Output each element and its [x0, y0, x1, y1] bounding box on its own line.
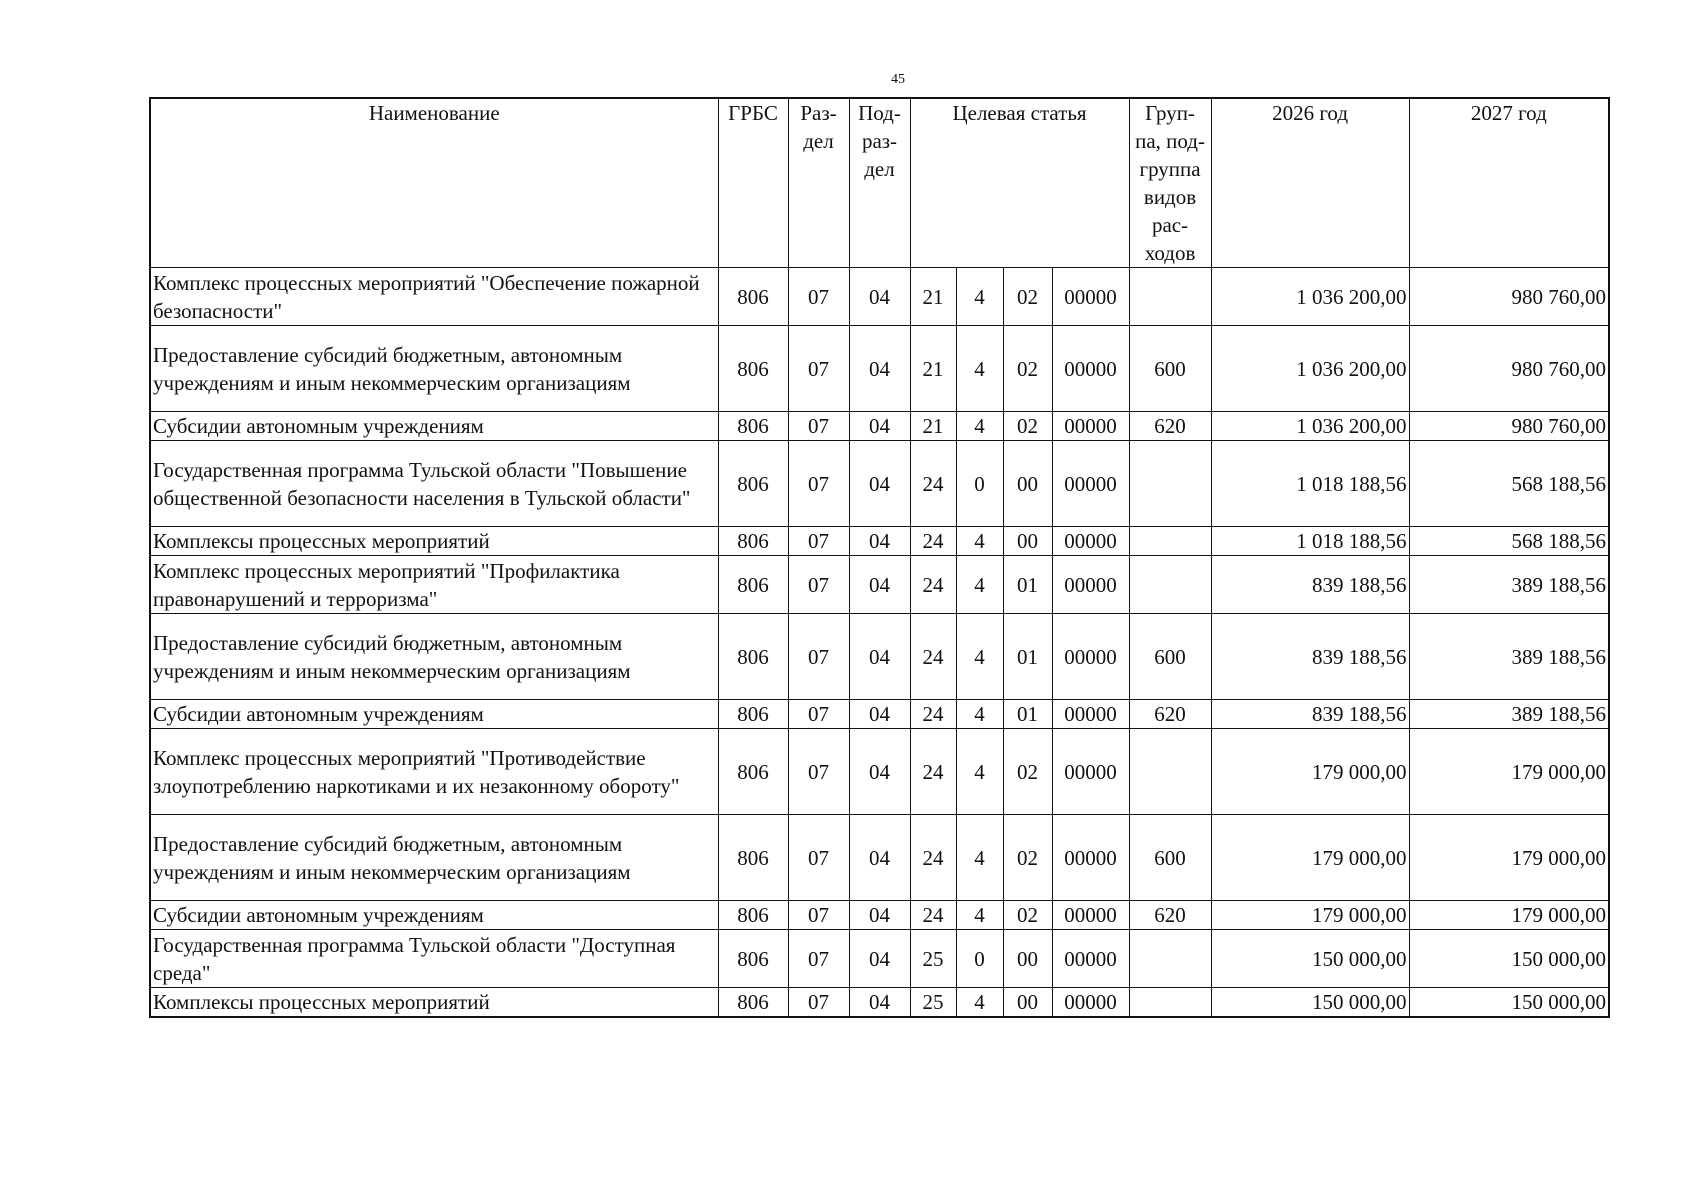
- cell-target-program: 24: [910, 901, 956, 930]
- cell-target-subprogram: 01: [1003, 556, 1052, 614]
- cell-target-direction: 00000: [1052, 268, 1129, 326]
- header-podrazdel: Под- раз- дел: [849, 98, 910, 268]
- cell-razdel: 07: [788, 700, 849, 729]
- cell-target-subprogram: 02: [1003, 326, 1052, 412]
- table-row: [150, 412, 1609, 441]
- table-row: [150, 729, 1609, 815]
- cell-year-2027: 150 000,00: [1409, 988, 1609, 1018]
- cell-name: Субсидии автономным учреждениям: [150, 901, 718, 930]
- cell-target-program: 21: [910, 412, 956, 441]
- cell-target-direction: 00000: [1052, 441, 1129, 527]
- cell-expense-group: 600: [1129, 815, 1211, 901]
- cell-razdel: 07: [788, 412, 849, 441]
- cell-target-program: 24: [910, 614, 956, 700]
- cell-target-subprogram: 00: [1003, 441, 1052, 527]
- cell-name: Комплексы процессных мероприятий: [150, 527, 718, 556]
- cell-razdel: 07: [788, 326, 849, 412]
- table-row: [150, 700, 1609, 729]
- cell-podrazdel: 04: [849, 326, 910, 412]
- cell-name: Предоставление субсидий бюджетным, автономным учреждениям и иным некоммерческим организациям: [150, 614, 718, 700]
- cell-target-direction: 00000: [1052, 901, 1129, 930]
- cell-year-2026: 839 188,56: [1211, 556, 1409, 614]
- page-number: 45: [891, 72, 905, 87]
- cell-target-direction: 00000: [1052, 930, 1129, 988]
- cell-expense-group: 620: [1129, 901, 1211, 930]
- cell-target-direction: 00000: [1052, 527, 1129, 556]
- cell-target-subprogram: 02: [1003, 268, 1052, 326]
- cell-year-2027: 568 188,56: [1409, 441, 1609, 527]
- header-grbs: ГРБС: [718, 98, 788, 268]
- cell-target-type: 4: [956, 326, 1003, 412]
- cell-year-2027: 980 760,00: [1409, 326, 1609, 412]
- cell-year-2026: 179 000,00: [1211, 729, 1409, 815]
- header-razdel: Раз- дел: [788, 98, 849, 268]
- header-target-article: Целевая статья: [910, 98, 1129, 268]
- cell-expense-group: [1129, 729, 1211, 815]
- cell-grbs: 806: [718, 527, 788, 556]
- cell-target-direction: 00000: [1052, 614, 1129, 700]
- cell-year-2026: 1 018 188,56: [1211, 527, 1409, 556]
- cell-podrazdel: 04: [849, 268, 910, 326]
- cell-target-type: 0: [956, 930, 1003, 988]
- cell-target-direction: 00000: [1052, 815, 1129, 901]
- cell-name: Субсидии автономным учреждениям: [150, 412, 718, 441]
- cell-razdel: 07: [788, 614, 849, 700]
- table-row: [150, 441, 1609, 527]
- cell-target-type: 4: [956, 700, 1003, 729]
- cell-target-type: 4: [956, 614, 1003, 700]
- cell-podrazdel: 04: [849, 729, 910, 815]
- cell-year-2027: 179 000,00: [1409, 815, 1609, 901]
- cell-razdel: 07: [788, 441, 849, 527]
- table-row: [150, 527, 1609, 556]
- cell-target-type: 4: [956, 901, 1003, 930]
- cell-razdel: 07: [788, 527, 849, 556]
- cell-year-2027: 980 760,00: [1409, 412, 1609, 441]
- cell-expense-group: [1129, 556, 1211, 614]
- cell-grbs: 806: [718, 729, 788, 815]
- cell-target-type: 4: [956, 268, 1003, 326]
- cell-podrazdel: 04: [849, 930, 910, 988]
- cell-year-2026: 1 036 200,00: [1211, 412, 1409, 441]
- cell-podrazdel: 04: [849, 815, 910, 901]
- header-year-2027: 2027 год: [1409, 98, 1609, 268]
- cell-name: Предоставление субсидий бюджетным, автономным учреждениям и иным некоммерческим организациям: [150, 815, 718, 901]
- cell-razdel: 07: [788, 729, 849, 815]
- cell-year-2026: 1 036 200,00: [1211, 326, 1409, 412]
- table-row: [150, 988, 1609, 1018]
- cell-target-program: 25: [910, 988, 956, 1018]
- cell-grbs: 806: [718, 268, 788, 326]
- cell-podrazdel: 04: [849, 441, 910, 527]
- cell-name: Предоставление субсидий бюджетным, автономным учреждениям и иным некоммерческим организациям: [150, 326, 718, 412]
- cell-target-program: 24: [910, 700, 956, 729]
- cell-expense-group: [1129, 988, 1211, 1018]
- cell-grbs: 806: [718, 700, 788, 729]
- cell-name: Субсидии автономным учреждениям: [150, 700, 718, 729]
- cell-target-type: 4: [956, 527, 1003, 556]
- cell-year-2027: 980 760,00: [1409, 268, 1609, 326]
- header-year-2026: 2026 год: [1211, 98, 1409, 268]
- cell-target-direction: 00000: [1052, 326, 1129, 412]
- cell-grbs: 806: [718, 441, 788, 527]
- cell-target-program: 21: [910, 268, 956, 326]
- cell-target-subprogram: 02: [1003, 412, 1052, 441]
- cell-expense-group: 620: [1129, 700, 1211, 729]
- cell-name: Государственная программа Тульской области "Доступная среда": [150, 930, 718, 988]
- header-expense-group: Груп- па, под- группа видов рас- ходов: [1129, 98, 1211, 268]
- cell-grbs: 806: [718, 901, 788, 930]
- cell-expense-group: [1129, 527, 1211, 556]
- cell-target-program: 25: [910, 930, 956, 988]
- cell-grbs: 806: [718, 556, 788, 614]
- cell-expense-group: 620: [1129, 412, 1211, 441]
- cell-target-type: 4: [956, 988, 1003, 1018]
- cell-podrazdel: 04: [849, 700, 910, 729]
- cell-year-2027: 389 188,56: [1409, 556, 1609, 614]
- cell-target-program: 24: [910, 556, 956, 614]
- cell-grbs: 806: [718, 988, 788, 1018]
- cell-grbs: 806: [718, 614, 788, 700]
- cell-grbs: 806: [718, 326, 788, 412]
- cell-target-program: 24: [910, 527, 956, 556]
- cell-target-program: 24: [910, 815, 956, 901]
- table-header-row: [150, 98, 1609, 268]
- cell-razdel: 07: [788, 815, 849, 901]
- cell-target-subprogram: 02: [1003, 901, 1052, 930]
- cell-podrazdel: 04: [849, 412, 910, 441]
- cell-target-subprogram: 00: [1003, 930, 1052, 988]
- cell-year-2027: 150 000,00: [1409, 930, 1609, 988]
- cell-target-direction: 00000: [1052, 700, 1129, 729]
- cell-target-program: 24: [910, 441, 956, 527]
- cell-podrazdel: 04: [849, 988, 910, 1018]
- cell-year-2026: 839 188,56: [1211, 614, 1409, 700]
- cell-podrazdel: 04: [849, 614, 910, 700]
- cell-name: Комплекс процессных мероприятий "Противодействие злоупотреблению наркотиками и их незаконному обороту": [150, 729, 718, 815]
- cell-year-2026: 179 000,00: [1211, 815, 1409, 901]
- cell-target-direction: 00000: [1052, 556, 1129, 614]
- table-row: [150, 556, 1609, 614]
- cell-grbs: 806: [718, 815, 788, 901]
- cell-expense-group: [1129, 441, 1211, 527]
- cell-target-subprogram: 00: [1003, 988, 1052, 1018]
- table-row: [150, 930, 1609, 988]
- cell-name: Комплекс процессных мероприятий "Профилактика правонарушений и терроризма": [150, 556, 718, 614]
- budget-table: [149, 97, 1610, 1018]
- cell-razdel: 07: [788, 930, 849, 988]
- cell-year-2026: 150 000,00: [1211, 930, 1409, 988]
- cell-podrazdel: 04: [849, 527, 910, 556]
- cell-target-program: 24: [910, 729, 956, 815]
- cell-expense-group: [1129, 930, 1211, 988]
- cell-expense-group: [1129, 268, 1211, 326]
- cell-target-type: 4: [956, 729, 1003, 815]
- cell-podrazdel: 04: [849, 556, 910, 614]
- cell-target-type: 0: [956, 441, 1003, 527]
- cell-year-2027: 389 188,56: [1409, 700, 1609, 729]
- cell-razdel: 07: [788, 268, 849, 326]
- cell-grbs: 806: [718, 412, 788, 441]
- cell-razdel: 07: [788, 988, 849, 1018]
- cell-year-2026: 1 036 200,00: [1211, 268, 1409, 326]
- table-row: [150, 815, 1609, 901]
- header-name: Наименование: [150, 98, 718, 268]
- cell-year-2026: 179 000,00: [1211, 901, 1409, 930]
- cell-name: Комплекс процессных мероприятий "Обеспечение пожарной безопасности": [150, 268, 718, 326]
- cell-year-2027: 179 000,00: [1409, 901, 1609, 930]
- table-row: [150, 326, 1609, 412]
- cell-target-subprogram: 02: [1003, 815, 1052, 901]
- cell-target-subprogram: 00: [1003, 527, 1052, 556]
- cell-year-2026: 150 000,00: [1211, 988, 1409, 1018]
- cell-target-program: 21: [910, 326, 956, 412]
- cell-expense-group: 600: [1129, 326, 1211, 412]
- cell-target-direction: 00000: [1052, 412, 1129, 441]
- cell-target-subprogram: 01: [1003, 614, 1052, 700]
- cell-year-2027: 179 000,00: [1409, 729, 1609, 815]
- cell-target-direction: 00000: [1052, 729, 1129, 815]
- cell-year-2026: 1 018 188,56: [1211, 441, 1409, 527]
- table-row: [150, 901, 1609, 930]
- cell-target-direction: 00000: [1052, 988, 1129, 1018]
- cell-name: Комплексы процессных мероприятий: [150, 988, 718, 1018]
- table-row: [150, 268, 1609, 326]
- cell-grbs: 806: [718, 930, 788, 988]
- cell-expense-group: 600: [1129, 614, 1211, 700]
- cell-podrazdel: 04: [849, 901, 910, 930]
- cell-target-type: 4: [956, 412, 1003, 441]
- cell-target-type: 4: [956, 556, 1003, 614]
- cell-razdel: 07: [788, 901, 849, 930]
- cell-name: Государственная программа Тульской области "Повышение общественной безопасности населения в Тульской области": [150, 441, 718, 527]
- cell-year-2026: 839 188,56: [1211, 700, 1409, 729]
- cell-year-2027: 389 188,56: [1409, 614, 1609, 700]
- cell-razdel: 07: [788, 556, 849, 614]
- cell-target-subprogram: 02: [1003, 729, 1052, 815]
- cell-target-subprogram: 01: [1003, 700, 1052, 729]
- table-row: [150, 614, 1609, 700]
- cell-target-type: 4: [956, 815, 1003, 901]
- cell-year-2027: 568 188,56: [1409, 527, 1609, 556]
